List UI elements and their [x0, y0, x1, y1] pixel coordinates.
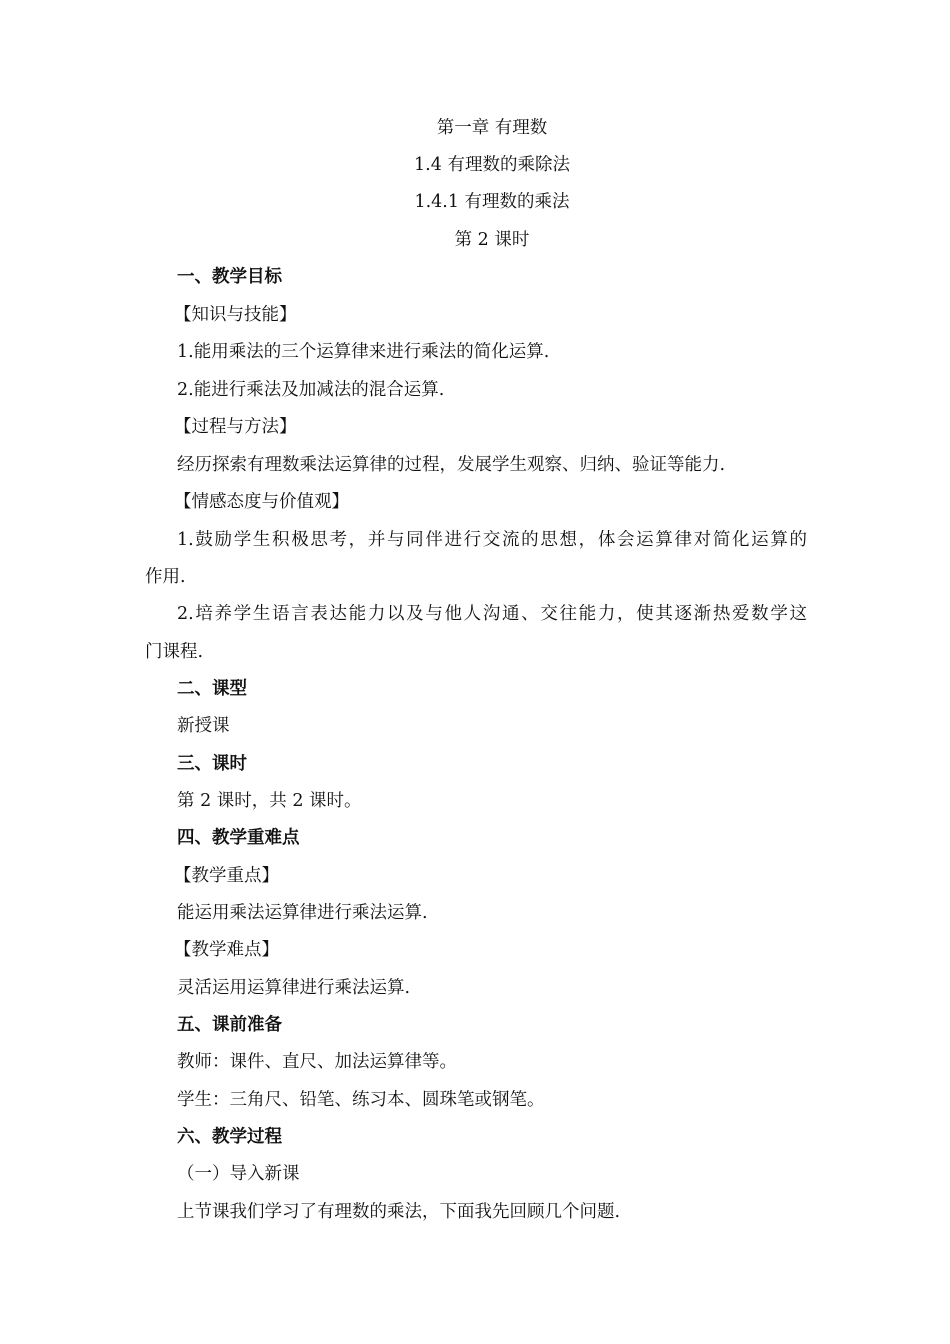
teaching-focus-text: 能运用乘法运算律进行乘法运算.	[177, 903, 428, 923]
chapter-title: 第一章 有理数	[436, 118, 548, 138]
attitude-item-1-line-2: 作用.	[145, 567, 186, 587]
section-title: 1.4 有理数的乘除法	[414, 155, 570, 175]
label-teaching-difficulty: 【教学难点】	[174, 940, 279, 960]
teacher-preparation: 教师：课件、直尺、加法运算律等。	[177, 1052, 457, 1072]
part-1-introduction-label: （一）导入新课	[177, 1164, 300, 1184]
heading-key-difficult-points: 四、教学重难点	[177, 828, 300, 848]
knowledge-item-2: 2.能进行乘法及加减法的混合运算.	[177, 380, 445, 400]
label-knowledge-skills: 【知识与技能】	[174, 305, 297, 325]
attitude-item-2-line-2: 门课程.	[145, 642, 204, 662]
lesson-title: 第 2 课时	[454, 230, 530, 250]
heading-teaching-objectives: 一、教学目标	[177, 267, 282, 287]
class-hours-text: 第 2 课时，共 2 课时。	[177, 791, 362, 811]
subsection-title: 1.4.1 有理数的乘法	[414, 192, 570, 212]
lesson-type-text: 新授课	[177, 716, 230, 736]
heading-preparation: 五、课前准备	[177, 1015, 282, 1035]
teaching-difficulty-text: 灵活运用运算律进行乘法运算.	[177, 978, 411, 998]
heading-teaching-process: 六、教学过程	[177, 1127, 282, 1147]
process-text: 经历探索有理数乘法运算律的过程，发展学生观察、归纳、验证等能力.	[177, 455, 726, 475]
label-teaching-focus: 【教学重点】	[174, 866, 279, 886]
introduction-text: 上节课我们学习了有理数的乘法，下面我先回顾几个问题.	[177, 1202, 621, 1222]
student-preparation: 学生：三角尺、铅笔、练习本、圆珠笔或钢笔。	[177, 1090, 545, 1110]
attitude-item-2-line-1: 2.培养学生语言表达能力以及与他人沟通、交往能力，使其逐渐热爱数学这	[177, 604, 807, 624]
heading-lesson-type: 二、课型	[177, 679, 247, 699]
label-attitude-values: 【情感态度与价值观】	[174, 492, 349, 512]
knowledge-item-1: 1.能用乘法的三个运算律来进行乘法的简化运算.	[177, 342, 550, 362]
label-process-method: 【过程与方法】	[174, 417, 297, 437]
heading-class-hours: 三、课时	[177, 754, 247, 774]
attitude-item-1-line-1: 1.鼓励学生积极思考，并与同伴进行交流的思想，体会运算律对简化运算的	[177, 530, 807, 550]
